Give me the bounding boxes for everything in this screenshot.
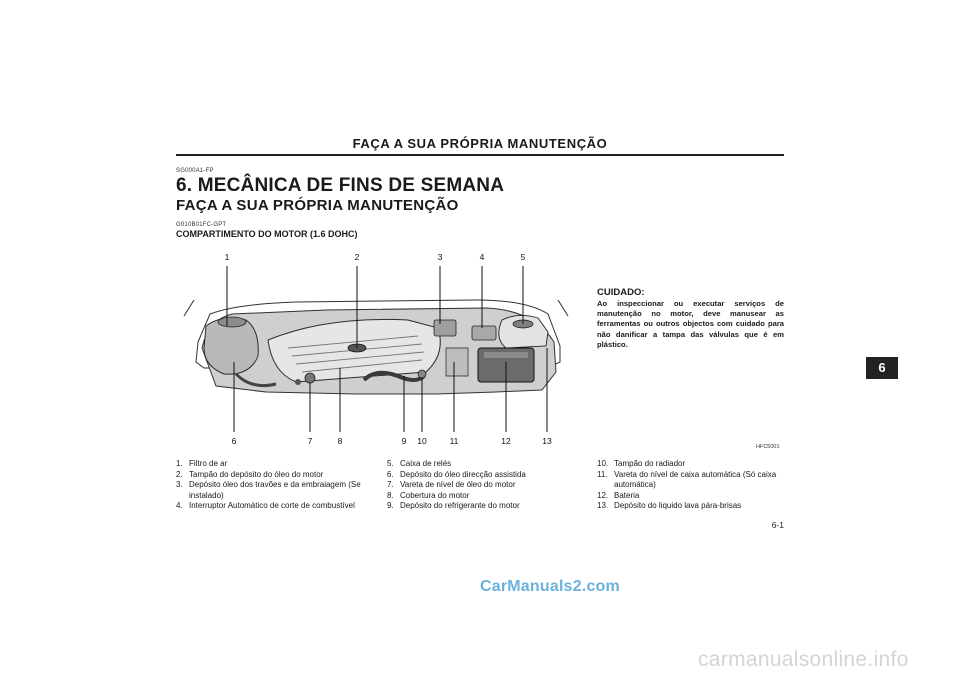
legend-item: 9. Depósito do refrigerante do motor [387,501,520,511]
subsection-code: G010B01FC-GPT [176,222,227,228]
legend-column-2 [387,459,567,512]
caution-title: CUIDADO: [597,287,645,298]
legend-column-1 [176,459,366,512]
legend-item: 13. Depósito do liquido lava pára-brisas [597,501,742,511]
legend-item: 5. Caixa de relés [387,459,452,468]
callout-7: 7 [307,436,313,446]
callout-5: 5 [520,252,526,262]
callout-13: 13 [542,436,552,446]
legend-item: 4. Interruptor Automático de corte de combustível [176,501,355,511]
callout-4: 4 [479,252,485,262]
header-rule [176,154,784,156]
callout-12: 12 [501,436,511,446]
caution-box [597,287,784,350]
page-number: 6-1 [771,520,784,530]
legend-item: 11. Vareta do nível de caixa automática (Só caixa automática) [597,469,777,490]
watermark-carmanualsonline: carmanualsonline.info [698,648,909,671]
legend-item: 6. Depósito do óleo direcção assistida [387,469,526,479]
engine-bay [202,308,556,394]
legend-item: 10. Tampão do radiador [597,459,686,468]
callout-10: 10 [417,436,427,446]
chapter-side-tab: 6 [866,357,898,379]
legend-item: 3. Depósito óleo dos travões e da embraiagem (Se instalado) [176,480,361,500]
legend-item: 12. Bateria [597,490,640,500]
legend-item: 8. Cobertura do motor [387,490,470,500]
section-title: FAÇA A SUA PRÓPRIA MANUTENÇÃO [176,197,459,214]
callout-6: 6 [231,436,237,446]
callout-9: 9 [401,436,407,446]
legend-item: 7. Vareta de nível de óleo do motor [387,480,516,490]
legend-item: 2. Tampão do depósito do óleo do motor [176,469,324,479]
callout-8: 8 [337,436,343,446]
legend-column-3 [597,459,787,512]
callout-11: 11 [449,436,459,446]
caution-text: Ao inspeccionar ou executar serviços de manutenção no motor, deve manusear as ferramentas ou outros objectos com cuidado para não danificar a tampa das válvulas que é em plástico. [597,299,784,349]
engine-compartment-diagram [176,244,576,452]
watermark-carmanuals2-link[interactable]: CarManuals2.com [480,578,620,595]
chapter-title: 6. MECÂNICA DE FINS DE SEMANA [176,175,505,196]
callout-2: 2 [354,252,360,262]
callout-1: 1 [224,252,230,262]
callout-3: 3 [437,252,443,262]
running-header: FAÇA A SUA PRÓPRIA MANUTENÇÃO [352,136,608,151]
legend-item: 1. Filtro de ar [176,459,228,468]
diagram-title: COMPARTIMENTO DO MOTOR (1.6 DOHC) [176,229,358,239]
figure-code: HFC5001 [756,444,780,450]
section-code: SG000A1-FP [176,168,214,174]
